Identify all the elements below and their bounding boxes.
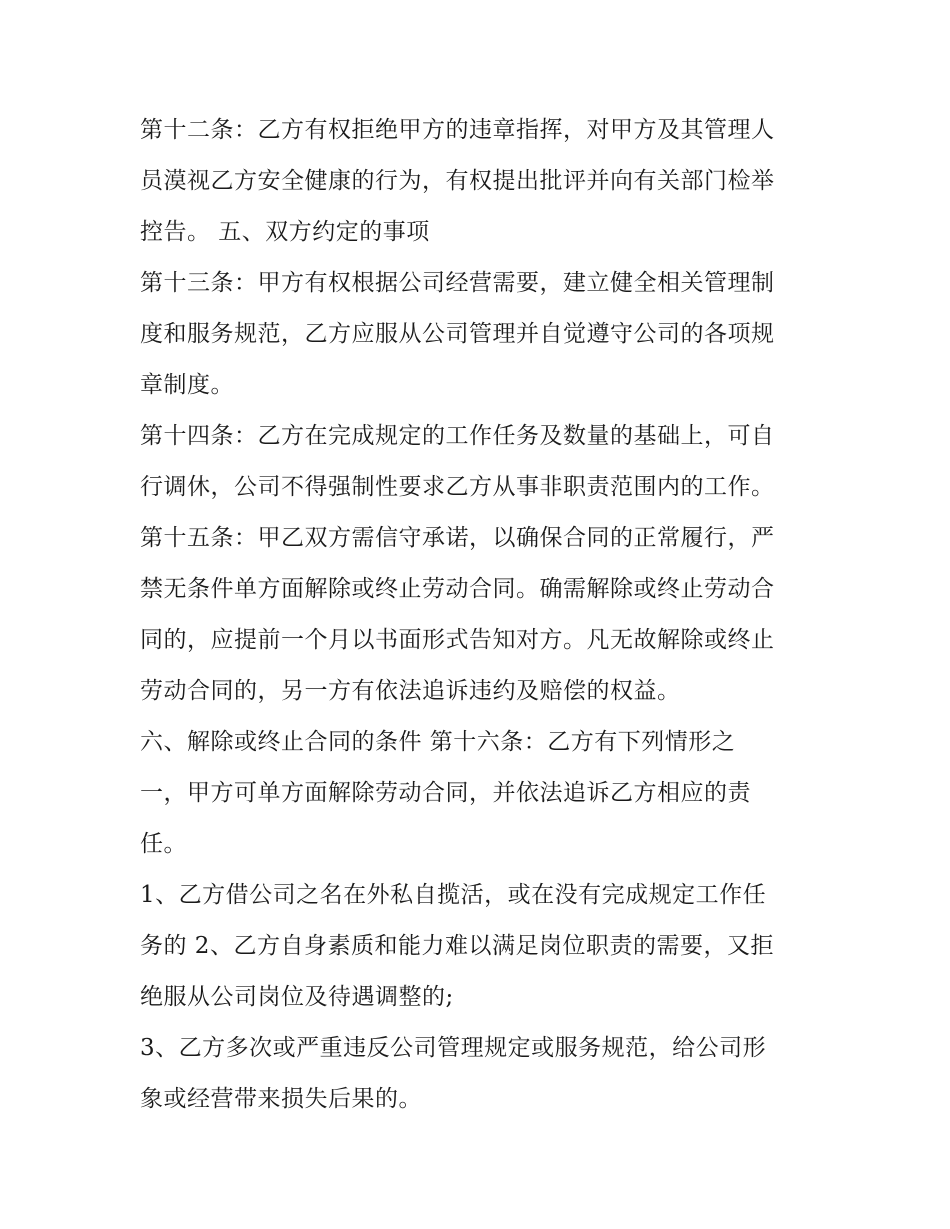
text-line: 一，甲方可单方面解除劳动合同，并依法追诉乙方相应的责: [140, 780, 751, 806]
text-line: 控告。 五、双方约定的事项: [140, 219, 430, 245]
text-line: 劳动合同的，另一方有依法追诉违约及赔偿的权益。: [140, 678, 681, 704]
text-line: 第十二条：乙方有权拒绝甲方的违章指挥，对甲方及其管理人: [140, 117, 775, 143]
text-line: 象或经营带来损失后果的。: [140, 1086, 422, 1112]
text-line: 任。: [140, 831, 187, 857]
text-line: 第十四条：乙方在完成规定的工作任务及数量的基础上，可自: [140, 423, 775, 449]
text-line: 务的 2、乙方自身素质和能力难以满足岗位职责的需要，又拒: [140, 933, 774, 959]
text-line: 员漠视乙方安全健康的行为，有权提出批评并向有关部门检举: [140, 168, 775, 194]
text-line: 行调休，公司不得强制性要求乙方从事非职责范围内的工作。: [140, 474, 775, 500]
text-line: 禁无条件单方面解除或终止劳动合同。确需解除或终止劳动合: [140, 576, 775, 602]
text-line: 第十五条：甲乙双方需信守承诺，以确保合同的正常履行，严: [140, 525, 775, 551]
text-line: 第十三条：甲方有权根据公司经营需要，建立健全相关管理制: [140, 270, 775, 296]
text-line: 同的，应提前一个月以书面形式告知对方。凡无故解除或终止: [140, 627, 775, 653]
text-line: 1、乙方借公司之名在外私自揽活，或在没有完成规定工作任: [140, 882, 767, 908]
text-line: 章制度。: [140, 372, 234, 398]
text-line: 绝服从公司岗位及待遇调整的;: [140, 984, 454, 1010]
text-line: 六、解除或终止合同的条件 第十六条：乙方有下列情形之: [140, 729, 736, 755]
text-line: 3、乙方多次或严重违反公司管理规定或服务规范，给公司形: [140, 1035, 767, 1061]
document-body: [140, 105, 820, 1125]
text-line: 度和服务规范，乙方应服从公司管理并自觉遵守公司的各项规: [140, 321, 775, 347]
